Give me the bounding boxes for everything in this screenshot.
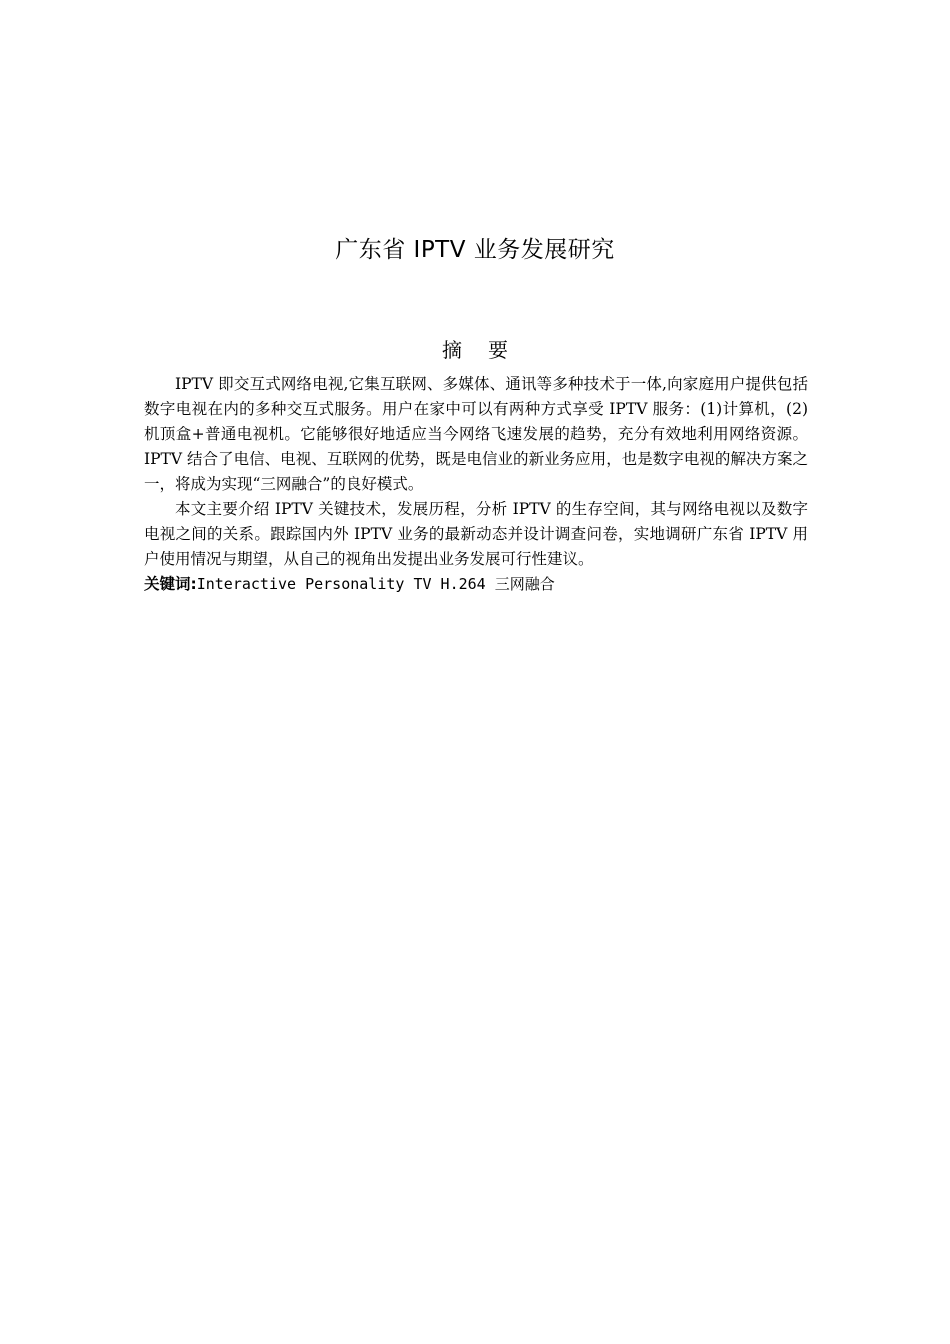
keywords-line <box>144 572 808 597</box>
abstract-heading: 摘要 <box>442 338 534 362</box>
abstract-paragraph-2: 本文主要介绍 IPTV 关键技术，发展历程，分析 IPTV 的生存空间，其与网络电视以及数字电视之间的关系。跟踪国内外 IPTV 业务的最新动态并设计调查问卷，实地调研广东省 IPTV 用户使用情况与期望，从自己的视角出发提出业务发展可行性建议。 <box>144 500 808 568</box>
abstract-paragraph-1: IPTV 即交互式网络电视,它集互联网、多媒体、通讯等多种技术于一体,向家庭用户提供包括数字电视在内的多种交互式服务。用户在家中可以有两种方式享受 IPTV 服务：(1)计算机，(2)机顶盒+普通电视机。它能够很好地适应当今网络飞速发展的趋势，充分有效地利用网络资源。IPTV 结合了电信、电视、互联网的优势，既是电信业的新业务应用，也是数字电视的解决方案之一，将成为实现“三网融合”的良好模式。 <box>144 375 808 493</box>
keywords-label: 关键词: <box>144 575 197 593</box>
document-title: 广东省 IPTV 业务发展研究 <box>335 237 615 263</box>
keywords-value: Interactive Personality TV H.264 三网融合 <box>196 575 555 593</box>
abstract-body <box>144 372 808 597</box>
